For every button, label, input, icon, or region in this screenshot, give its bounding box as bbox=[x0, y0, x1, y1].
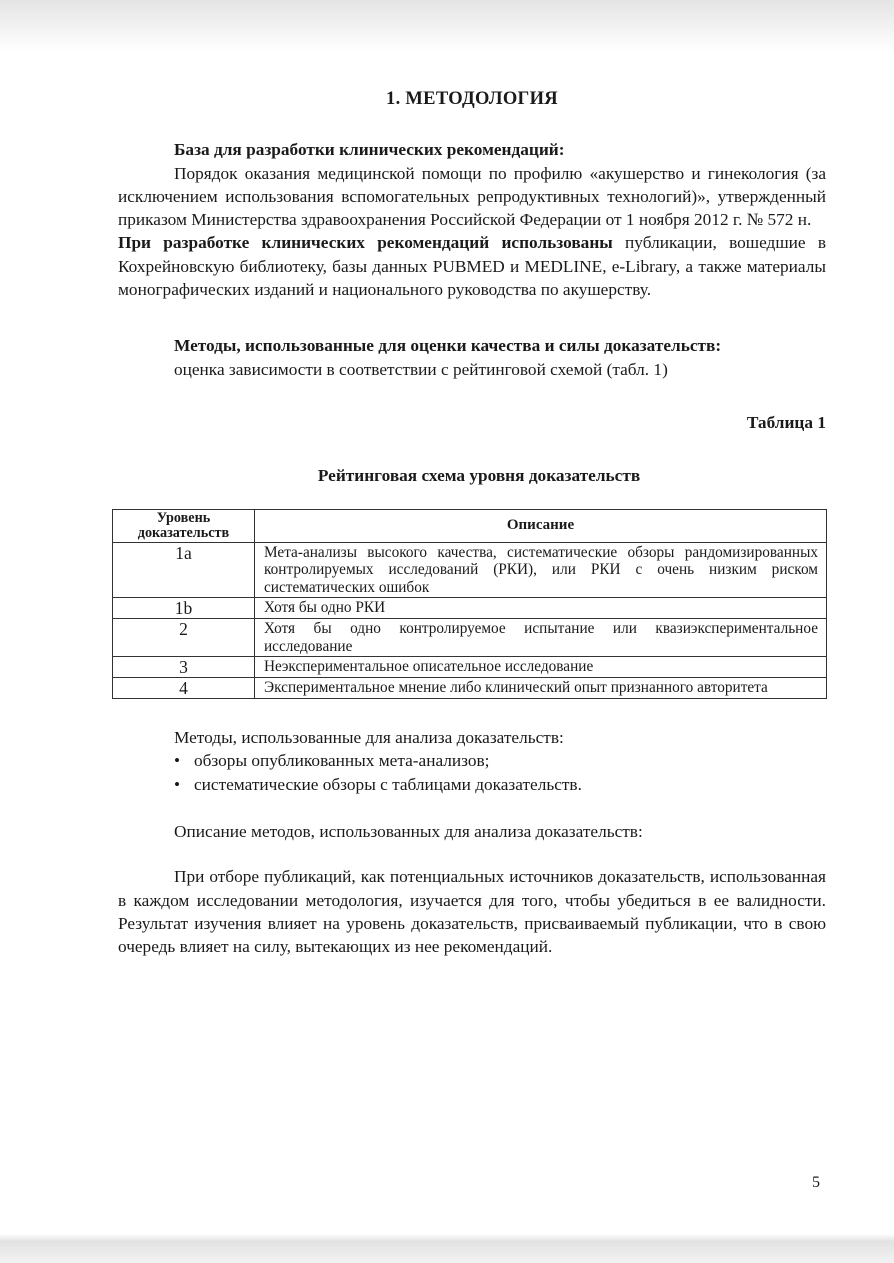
table-title: Рейтинговая схема уровня доказательств bbox=[317, 466, 641, 486]
table-header-row bbox=[113, 509, 827, 542]
table-row bbox=[113, 678, 827, 699]
table-row bbox=[113, 657, 827, 678]
sources-paragraph bbox=[118, 231, 826, 301]
table-row bbox=[113, 619, 827, 657]
row-description: Хотя бы одно РКИ bbox=[255, 598, 827, 619]
row-level: 3 bbox=[113, 657, 255, 678]
row-description: Мета-анализы высокого качества, систематические обзоры рандомизированных контролируемых исследований (РКИ), или РКИ с очень низким риском систематических ошибок bbox=[255, 542, 827, 598]
list-item-text: систематические обзоры с таблицами доказательств. bbox=[194, 774, 582, 794]
methods-quality-heading: Методы, использованные для оценки качества и силы доказательств: bbox=[174, 336, 722, 356]
row-description: Экспериментальное мнение либо клинический опыт признанного авторитета bbox=[255, 678, 827, 699]
evidence-level-table bbox=[112, 509, 827, 700]
methods-quality-text: оценка зависимости в соответствии с рейтинговой схемой (табл. 1) bbox=[174, 359, 668, 379]
header-description: Описание bbox=[255, 509, 827, 542]
list-item-text: обзоры опубликованных мета-анализов; bbox=[194, 751, 490, 771]
scan-shadow-bottom bbox=[0, 1234, 894, 1263]
methods-analysis-intro: Методы, использованные для анализа доказательств: bbox=[174, 728, 564, 748]
table-label: Таблица 1 bbox=[746, 412, 826, 432]
document-page bbox=[118, 88, 826, 958]
row-description: Неэкспериментальное описательное исследование bbox=[255, 657, 827, 678]
section-title: 1. МЕТОДОЛОГИЯ bbox=[386, 89, 558, 109]
sources-text: публикации, вошедшие в Кохрейновскую библиотеку, базы данных PUBMED и MEDLINE, e-Library, а также материалы монографических изданий и национального руководства по акушерству. bbox=[118, 233, 826, 300]
bullet-icon: • bbox=[174, 774, 181, 794]
row-description: Хотя бы одно контролируемое испытание или квазиэкспериментальное исследование bbox=[255, 619, 827, 657]
table-row bbox=[113, 598, 827, 619]
table-row bbox=[113, 542, 827, 598]
list-item bbox=[174, 773, 826, 796]
row-level: 1a bbox=[113, 542, 255, 598]
base-paragraph: Порядок оказания медицинской помощи по профилю «акушерство и гинекология (за исключением использования вспомогательных репродуктивных технологий)», утвержденный приказом Министерства здравоохранения Российской Федерации от 1 ноября 2012 г. № 572 н. bbox=[118, 163, 826, 230]
row-level: 2 bbox=[113, 619, 255, 657]
bullet-icon: • bbox=[174, 751, 181, 771]
row-level: 1b bbox=[113, 598, 255, 619]
methods-analysis-list bbox=[118, 749, 826, 796]
methods-description-heading: Описание методов, использованных для анализа доказательств: bbox=[174, 821, 643, 841]
list-item bbox=[174, 749, 826, 772]
row-level: 4 bbox=[113, 678, 255, 699]
sources-bold-lead: При разработке клинических рекомендаций использованы bbox=[118, 233, 613, 253]
scan-shadow-top bbox=[0, 0, 894, 52]
methods-description-paragraph: При отборе публикаций, как потенциальных источников доказательств, использованная в каждом исследовании методология, изучается для того, чтобы убедиться в ее валидности. Результат изучения влияет на уровень доказательств, присваиваемый публикации, что в свою очередь влияет на силу, вытекающих из нее рекомендаций. bbox=[118, 867, 826, 957]
header-level: Уровень доказательств bbox=[113, 509, 255, 542]
page-number: 5 bbox=[812, 1174, 820, 1191]
base-heading: База для разработки клинических рекомендаций: bbox=[174, 140, 565, 160]
